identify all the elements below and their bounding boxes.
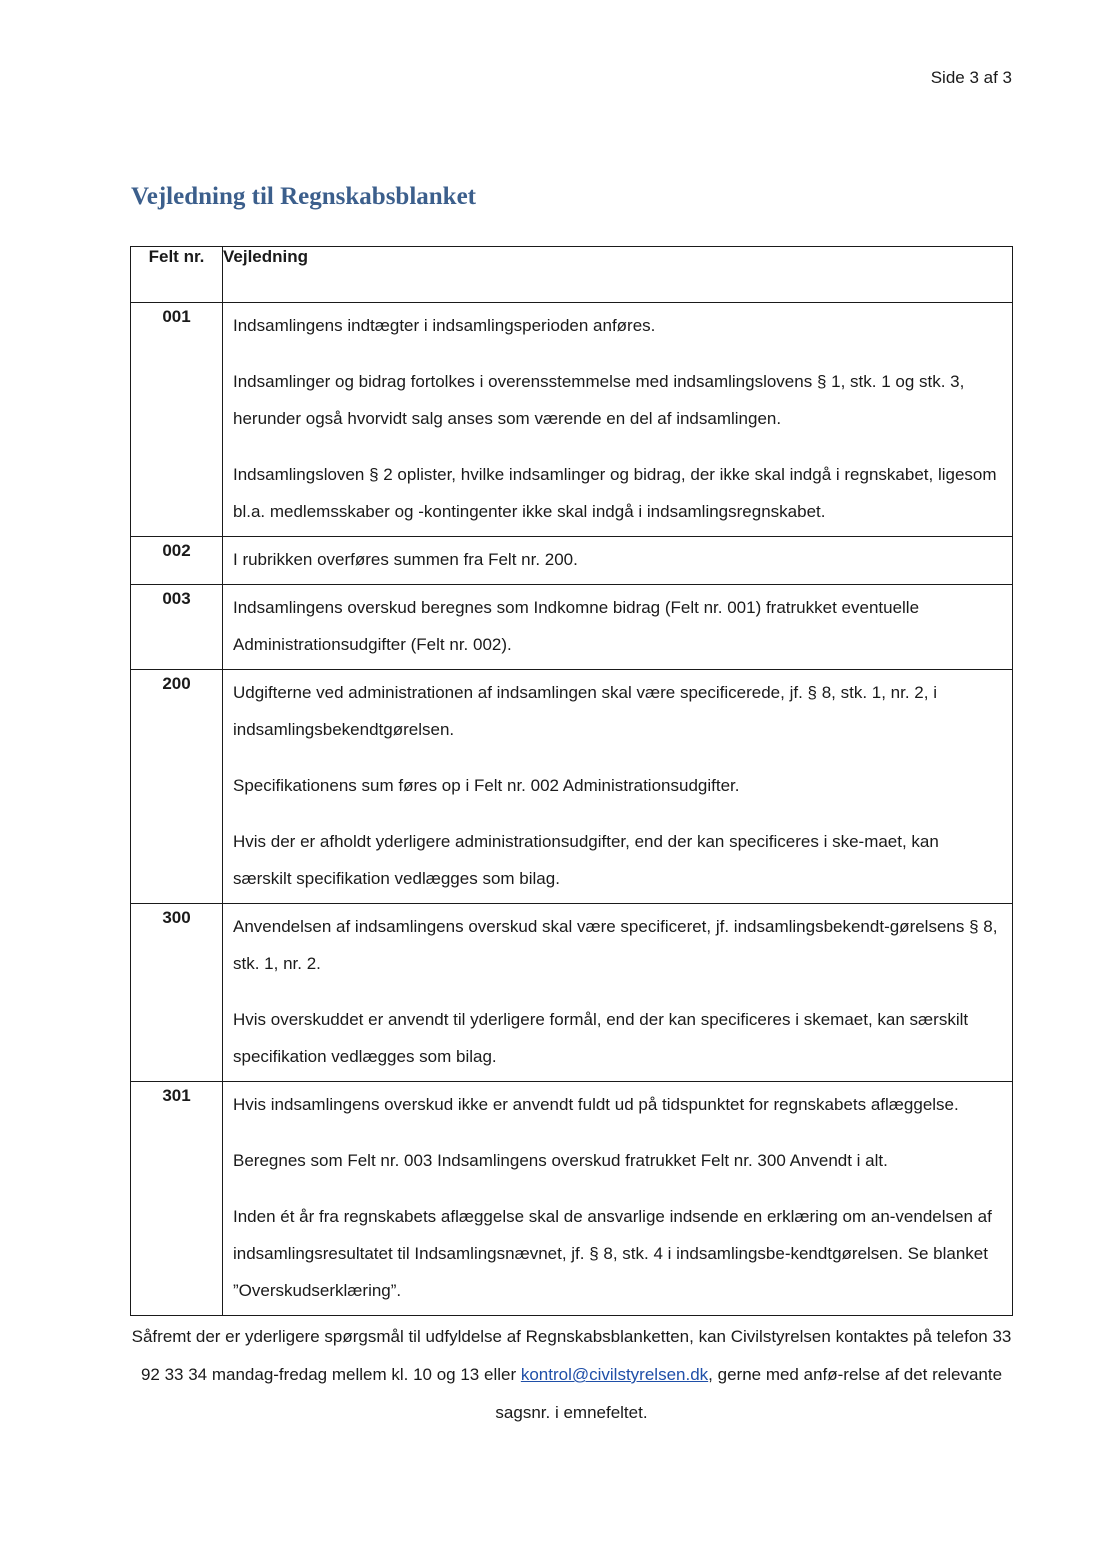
- email-link[interactable]: kontrol@civilstyrelsen.dk: [520, 1365, 709, 1384]
- table-body: [131, 303, 1013, 1316]
- header-felt-nr: Felt nr.: [131, 247, 223, 303]
- vejledning-paragraph: Hvis der er afholdt yderligere administrationsudgifter, end der kan specificeres i ske-maet, kan særskilt specifikation vedlægges som bilag.: [233, 832, 939, 888]
- vejledning-paragraph: Beregnes som Felt nr. 003 Indsamlingens overskud fratrukket Felt nr. 300 Anvendt i alt.: [233, 1151, 888, 1170]
- vejledning-cell: [223, 303, 1013, 537]
- felt-number: 002: [131, 537, 223, 585]
- footer-text-before: Såfremt der er yderligere spørgsmål til udfyldelse af Regnskabsblanketten, kan Civilstyrelsen kontaktes på telefon 33 92 33 34 mandag-fredag mellem kl. 10 og 13 eller: [131, 1327, 1012, 1384]
- vejledning-paragraph: I rubrikken overføres summen fra Felt nr. 200.: [233, 550, 578, 569]
- vejledning-paragraph: Indsamlinger og bidrag fortolkes i overensstemmelse med indsamlingslovens § 1, stk. 1 og stk. 3, herunder også hvorvidt salg anses som værende en del af indsamlingen.: [233, 372, 965, 428]
- guidance-table: [130, 246, 1013, 1316]
- vejledning-cell: [223, 585, 1013, 670]
- vejledning-cell: [223, 904, 1013, 1082]
- felt-number: 200: [131, 670, 223, 904]
- document-title: Vejledning til Regnskabsblanket: [131, 183, 476, 210]
- footer-text-after: , gerne med anfø-relse af det relevante sagsnr. i emnefeltet.: [495, 1365, 1003, 1422]
- vejledning-cell: [223, 537, 1013, 585]
- table-row: [131, 1082, 1013, 1316]
- vejledning-paragraph: Indsamlingsloven § 2 oplister, hvilke indsamlinger og bidrag, der ikke skal indgå i regnskabet, ligesom bl.a. medlemsskaber og -kontingenter ikke skal indgå i indsamlingsregnskabet.: [233, 465, 997, 521]
- felt-number: 001: [131, 303, 223, 537]
- vejledning-paragraph: Specifikationens sum føres op i Felt nr. 002 Administrationsudgifter.: [233, 776, 740, 795]
- felt-number: 301: [131, 1082, 223, 1316]
- vejledning-paragraph: Anvendelsen af indsamlingens overskud skal være specificeret, jf. indsamlingsbekendt-gørelsens § 8, stk. 1, nr. 2.: [233, 917, 998, 973]
- table-row: [131, 670, 1013, 904]
- felt-number: 003: [131, 585, 223, 670]
- table-row: [131, 585, 1013, 670]
- vejledning-paragraph: Udgifterne ved administrationen af indsamlingen skal være specificerede, jf. § 8, stk. 1, nr. 2, i indsamlingsbekendtgørelsen.: [233, 683, 937, 739]
- table-row: [131, 303, 1013, 537]
- felt-number: 300: [131, 904, 223, 1082]
- vejledning-paragraph: Hvis indsamlingens overskud ikke er anvendt fuldt ud på tidspunktet for regnskabets aflæggelse.: [233, 1095, 959, 1114]
- page-number: Side 3 af 3: [930, 68, 1012, 87]
- vejledning-paragraph: Indsamlingens indtægter i indsamlingsperioden anføres.: [233, 316, 656, 335]
- vejledning-paragraph: Indsamlingens overskud beregnes som Indkomne bidrag (Felt nr. 001) fratrukket eventuelle Administrationsudgifter (Felt nr. 002).: [233, 598, 920, 654]
- contact-footer: [120, 1318, 1023, 1432]
- vejledning-cell: [223, 1082, 1013, 1316]
- header-vejledning: Vejledning: [223, 247, 1013, 303]
- vejledning-paragraph: Inden ét år fra regnskabets aflæggelse skal de ansvarlige indsende en erklæring om an-vendelsen af indsamlingsresultatet til Indsamlingsnævnet, jf. § 8, stk. 4 i indsamlingsbe-kendtgørelsen. Se blanket ”Overskudserklæring”.: [233, 1207, 992, 1300]
- table-header-row: [131, 247, 1013, 303]
- table-row: [131, 537, 1013, 585]
- vejledning-cell: [223, 670, 1013, 904]
- table-row: [131, 904, 1013, 1082]
- vejledning-paragraph: Hvis overskuddet er anvendt til yderligere formål, end der kan specificeres i skemaet, kan særskilt specifikation vedlægges som bilag.: [233, 1010, 969, 1066]
